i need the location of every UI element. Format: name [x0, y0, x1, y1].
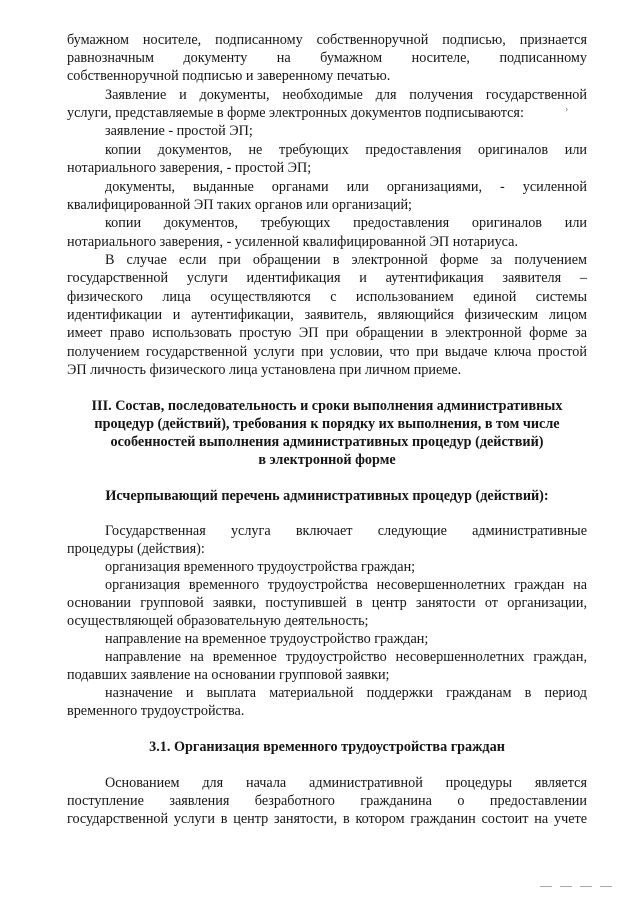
- list-line: процедуры (действия):: [67, 541, 205, 557]
- margin-mark: ›: [565, 104, 569, 115]
- text-line: равнозначным документу на бумажном носителе, подписанному: [67, 50, 587, 66]
- scan-artifact: [560, 886, 572, 887]
- section-title-line: процедур (действий), требования к порядку их выполнения, в том числе: [94, 416, 560, 432]
- text-line: получением государственной услуги при условии, что при выдаче ключа простой: [67, 344, 587, 360]
- text-line: ЭП личность физического лица установлена при личном приеме.: [67, 362, 462, 378]
- section-title-line: в электронной форме: [258, 452, 396, 468]
- list-line: подавших заявление на основании групповой заявки;: [67, 667, 390, 683]
- list-heading: Исчерпывающий перечень административных процедур (действий):: [105, 488, 549, 504]
- list-line: осуществляющей образовательную деятельность;: [67, 613, 369, 629]
- list-item: организация временного трудоустройства несовершеннолетних граждан на: [105, 577, 587, 593]
- text-line: государственной услуги в центр занятости, в котором гражданин состоит на учете: [67, 811, 587, 827]
- text-line: копии документов, требующих предоставления оригиналов или: [105, 215, 587, 231]
- text-line: физического лица осуществляются с использованием единой системы: [67, 289, 587, 305]
- scan-artifact: [600, 886, 612, 887]
- list-line: Государственная услуга включает следующие административные: [105, 523, 587, 539]
- text-line: имеет право использовать простую ЭП при обращении в электронной форме за: [67, 325, 587, 341]
- text-line: государственной услуги идентификация и аутентификация заявителя –: [67, 270, 587, 286]
- text-line: собственноручной подписью и заверенному печатью.: [67, 68, 391, 84]
- text-line: квалифицированной ЭП таких органов или организаций;: [67, 197, 412, 213]
- list-line: основании групповой заявки, поступившей в центр занятости от организации,: [67, 595, 587, 611]
- text-line: заявление - простой ЭП;: [105, 123, 253, 139]
- text-line: поступление заявления безработного гражданина о предоставлении: [67, 793, 587, 809]
- text-line: нотариального заверения, - усиленной квалифицированной ЭП нотариуса.: [67, 234, 518, 250]
- scan-artifact: [580, 886, 592, 887]
- text-line: Заявление и документы, необходимые для получения государственной: [105, 87, 587, 103]
- text-line: услуги, представляемые в форме электронных документов подписываются:: [67, 105, 524, 121]
- text-line: нотариального заверения, - простой ЭП;: [67, 160, 312, 176]
- list-item: организация временного трудоустройства граждан;: [105, 559, 416, 575]
- scan-artifact: [540, 886, 552, 887]
- text-line: документы, выданные органами или организациями, - усиленной: [105, 179, 587, 195]
- section-title-line: особенностей выполнения административных процедур (действий): [110, 434, 544, 450]
- text-line: копии документов, не требующих предоставления оригиналов или: [105, 142, 587, 158]
- list-item: направление на временное трудоустройство граждан;: [105, 631, 429, 647]
- list-line: временного трудоустройства.: [67, 703, 245, 719]
- list-item: направление на временное трудоустройство несовершеннолетних граждан,: [105, 649, 587, 665]
- text-line: бумажном носителе, подписанному собственноручной подписью, признается: [67, 32, 587, 48]
- text-line: В случае если при обращении в электронной форме за получением: [105, 252, 587, 268]
- subsection-title: 3.1. Организация временного трудоустройства граждан: [149, 739, 505, 755]
- text-line: Основанием для начала административной процедуры является: [105, 775, 587, 791]
- section-title-line: III. Состав, последовательность и сроки выполнения административных: [91, 398, 563, 414]
- text-line: идентификации и аутентификации, заявитель, являющийся физическим лицом: [67, 307, 587, 323]
- list-item: назначение и выплата материальной поддержки гражданам в период: [105, 685, 587, 701]
